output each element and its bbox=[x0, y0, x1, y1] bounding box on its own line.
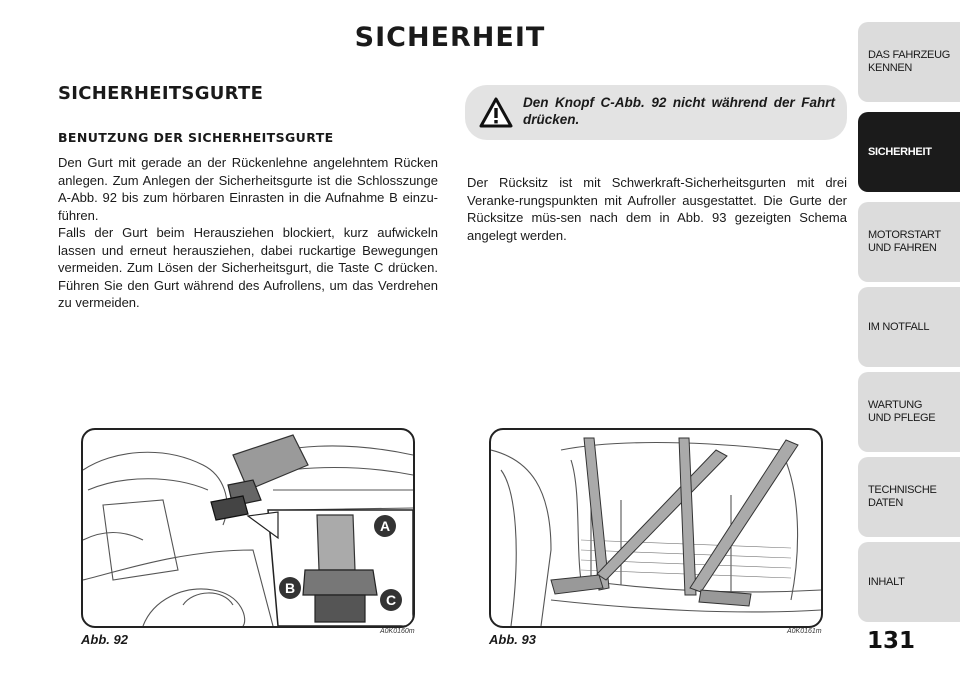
figure-92-code: A0K0160m bbox=[380, 628, 415, 635]
figure-93-caption: Abb. 93 bbox=[489, 632, 536, 647]
paragraph-1: Den Gurt mit gerade an der Rückenlehne angelehntem Rücken anlegen. Zum Anlegen der Sicherheitsgurte ist die Schlosszunge A-Abb. 92 bis zum hörbaren Einrasten in die Aufnahme B einzu-führen. bbox=[58, 155, 438, 223]
warning-box bbox=[465, 85, 847, 140]
nav-tab-label: IM NOTFALL bbox=[868, 320, 930, 333]
nav-tab-inhalt[interactable] bbox=[858, 542, 960, 622]
nav-tab-label: INHALT bbox=[868, 575, 905, 588]
section-heading: SICHERHEITSGURTE bbox=[58, 83, 264, 104]
sub-heading: BENUTZUNG DER SICHERHEITSGURTE bbox=[58, 130, 334, 145]
label-a-marker bbox=[374, 515, 396, 537]
figure-92-caption: Abb. 92 bbox=[81, 632, 128, 647]
nav-tab-im-notfall[interactable] bbox=[858, 287, 960, 367]
label-c-marker bbox=[380, 589, 402, 611]
nav-tab-wartung-und-pflege[interactable] bbox=[858, 372, 960, 452]
figure-92-seatbelt-buckle bbox=[81, 428, 415, 628]
seatbelt-buckle-illustration bbox=[83, 430, 413, 626]
nav-tab-label: MOTORSTART UND FAHREN bbox=[868, 229, 941, 254]
left-body-text bbox=[58, 154, 438, 312]
nav-tab-label: TECHNISCHE DATEN bbox=[868, 484, 937, 509]
nav-tab-motorstart-und-fahren[interactable] bbox=[858, 202, 960, 282]
nav-tab-label: WARTUNG UND PFLEGE bbox=[868, 399, 936, 424]
rear-seat-paragraph: Der Rücksitz ist mit Schwerkraft-Sicherheitsgurten mit drei Veranke-rungspunkten mit Aufroller ausgestattet. Die Gurte der Rücksitze müs-sen nach dem in Abb. 93 gezeigten Schema angelegt werden. bbox=[467, 175, 847, 243]
nav-tab-das-fahrzeug-kennen[interactable] bbox=[858, 22, 960, 102]
page-number: 131 bbox=[867, 628, 916, 654]
nav-tab-label: DAS FAHRZEUG KENNEN bbox=[868, 49, 950, 74]
paragraph-2: Falls der Gurt beim Herausziehen blockiert, kurz aufwickeln lassen und erneut herausziehen, dabei ruckartige Bewegungen vermeiden. Zum Lösen der Sicherheitsgurt, die Taste C drücken. Führen Sie den Gurt während des Aufrollens, um das Verdrehen zu vermeiden. bbox=[58, 225, 438, 310]
nav-tab-label: SICHERHEIT bbox=[868, 145, 932, 158]
rear-seat-belts-illustration bbox=[491, 430, 821, 626]
label-b-marker bbox=[279, 577, 301, 599]
svg-text:C: C bbox=[385, 592, 397, 608]
figure-93-rear-seat-belts bbox=[489, 428, 823, 628]
svg-text:B: B bbox=[284, 580, 296, 596]
page-title: SICHERHEIT bbox=[354, 22, 546, 53]
nav-tab-sicherheit[interactable] bbox=[858, 112, 960, 192]
warning-text: Den Knopf C-Abb. 92 nicht während der Fahrt drücken. bbox=[523, 95, 835, 127]
warning-triangle-icon bbox=[479, 97, 513, 129]
figure-93-code: A0K0161m bbox=[787, 628, 822, 635]
svg-text:A: A bbox=[379, 518, 391, 534]
nav-tab-technische-daten[interactable] bbox=[858, 457, 960, 537]
